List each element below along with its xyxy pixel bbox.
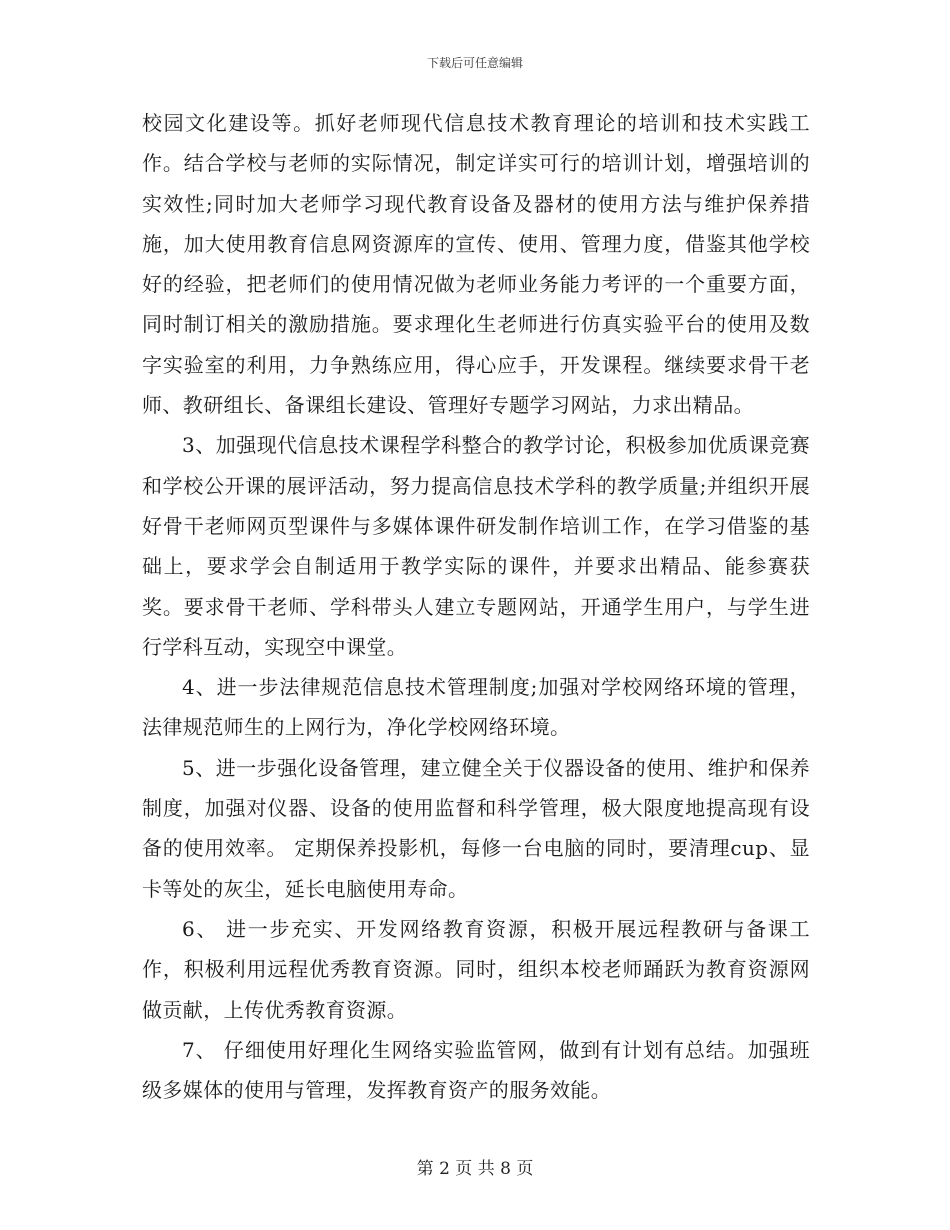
paragraph-item-4: 4、进一步法律规范信息技术管理制度;加强对学校网络环境的管理，法律规范师生的上网行为，净化学校网络环境。	[142, 675, 810, 740]
document-body	[142, 103, 810, 1110]
paragraph-item-5: 5、进一步强化设备管理，建立健全关于仪器设备的使用、维护和保养制度，加强对仪器、设备的使用监督和科学管理，极大限度地提高现有设备的使用效率。 定期保养投影机，每修一台电脑的同时，要清理cup、显卡等处的灰尘，延长电脑使用寿命。	[142, 755, 810, 901]
page-header: 下载后可任意编辑	[426, 56, 523, 70]
paragraph-continuation: 校园文化建设等。抓好老师现代信息技术教育理论的培训和技术实践工作。结合学校与老师的实际情况，制定详实可行的培训计划，增强培训的实效性;同时加大老师学习现代教育设备及器材的使用方法与维护保养措施，加大使用教育信息网资源库的宣传、使用、管理力度，借鉴其他学校好的经验，把老师们的使用情况做为老师业务能力考评的一个重要方面，同时制订相关的激励措施。要求理化生老师进行仿真实验平台的使用及数字实验室的利用，力争熟练应用，得心应手，开发课程。继续要求骨干老师、教研组长、备课组长建设、管理好专题学习网站，力求出精品。	[142, 111, 810, 418]
paragraph-item-7: 7、 仔细使用好理化生网络实验监管网，做到有计划有总结。加强班级多媒体的使用与管理，发挥教育资产的服务效能。	[142, 1037, 810, 1103]
page-number-footer: 第 2 页 共 8 页	[416, 1159, 534, 1179]
paragraph-item-3: 3、加强现代信息技术课程学科整合的教学讨论，积极参加优质课竞赛和学校公开课的展评活动，努力提高信息技术学科的教学质量;并组织开展好骨干老师网页型课件与多媒体课件研发制作培训工作，在学习借鉴的基础上，要求学会自制适用于教学实际的课件，并要求出精品、能参赛获奖。要求骨干老师、学科带头人建立专题网站，开通学生用户，与学生进行学科互动，实现空中课堂。	[142, 433, 810, 659]
paragraph-item-6: 6、 进一步充实、开发网络教育资源，积极开展远程教研与备课工作，积极利用远程优秀教育资源。同时，组织本校老师踊跃为教育资源网做贡献，上传优秀教育资源。	[142, 916, 810, 1022]
